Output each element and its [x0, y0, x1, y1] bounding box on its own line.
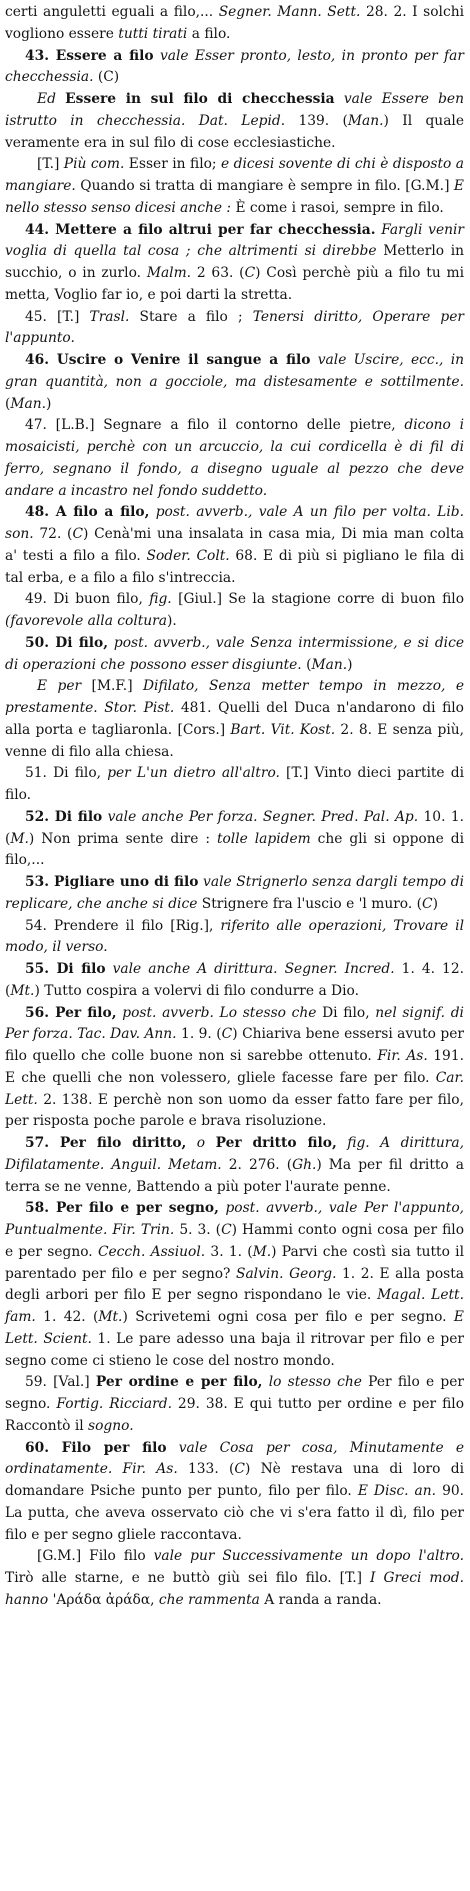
text-run: ) Nè restava una di loro di domandare Psiche punto per punto, filo per filo.	[5, 1461, 464, 1499]
text-run: T.	[62, 308, 74, 325]
text-run: (favorevole alla coltura	[5, 613, 167, 629]
text-run: 46. Uscire o Venire il sangue a filo	[25, 352, 311, 368]
text-run: )	[347, 656, 353, 673]
text-run: fig. A dirittura, Difilatamente. Anguil. Metam.	[5, 1135, 464, 1173]
text-run: Magal. Lett. fam.	[5, 1287, 464, 1325]
text-run: C	[72, 526, 83, 542]
text-run: (	[301, 656, 312, 673]
text-run: 1. 9. (	[176, 1026, 222, 1043]
text-run: E Disc. an.	[357, 1483, 437, 1499]
text-run: )	[46, 395, 52, 412]
text-run: Esser in filo;	[124, 156, 222, 173]
text-run: 1. Le pare adesso una baja il ritrovar per filo e per segno come ci stieno le cose del nostro mondo.	[5, 1330, 464, 1369]
text-run: 133. (	[177, 1461, 235, 1478]
text-run: 90. La putta, che aveva osservato ciò che vi s'era fatto il dì, filo per filo e per segno gliele raccontava.	[5, 1483, 465, 1543]
text-run: Mt.	[98, 1309, 123, 1325]
text-run: ) Ma per fil dritto a terra se ne venne, Battendo a più poter l'aurate penne.	[5, 1156, 464, 1195]
text-run: 2 63. (	[191, 265, 245, 281]
text-run: ]	[356, 1570, 371, 1586]
text-run: 44. Mettere a filo altrui per far checchessia.	[25, 221, 376, 238]
text-run: 48. A filo a filo,	[25, 504, 150, 521]
entry-paragraph	[5, 807, 464, 872]
text-run: (C)	[93, 69, 120, 86]
text-run: ).	[167, 613, 177, 629]
text-run: 52. Di filo	[25, 808, 103, 825]
text-run: Per ordine e per filo,	[95, 1374, 263, 1391]
entry-paragraph	[5, 154, 464, 219]
text-run: Bart. Vit. Kost.	[230, 721, 336, 738]
text-run: 68. E di più si pigliano le fila di tal erba, e a filo a filo s'intreccia.	[5, 547, 464, 586]
entry-paragraph	[5, 1438, 464, 1547]
text-run: ) Tutto cospira a volervi di filo condurre a Dio.	[34, 982, 359, 999]
entry-paragraph	[5, 1198, 464, 1372]
text-run: post. avverb., vale Per l'appunto, Puntualmente. Fir. Trin.	[5, 1200, 465, 1238]
text-run: Mt.	[10, 982, 35, 999]
text-run: Trasl.	[89, 308, 130, 325]
text-run: Gh.	[292, 1156, 317, 1173]
text-run: Stare a filo ;	[129, 308, 253, 325]
text-run: Più com.	[63, 156, 125, 173]
text-run: 60. Filo per filo	[25, 1439, 167, 1456]
entry-paragraph	[5, 916, 464, 960]
text-run: vale anche A dirittura. Segner. Incred.	[105, 961, 395, 977]
entry-paragraph	[5, 89, 464, 154]
text-run: Ed	[37, 91, 66, 107]
text-run: ) Non prima sente dire :	[28, 830, 217, 847]
text-run: C	[221, 1026, 233, 1043]
text-run: Quando si tratta di mangiare è sempre in filo. [G.M.]	[75, 178, 454, 194]
text-run: tolle lapidem	[216, 830, 311, 847]
text-run: C	[234, 1461, 245, 1478]
text-run: 50. Di filo,	[25, 634, 109, 651]
text-run: vale Cosa per cosa, Minutamente e ordinatamente. Fir. As.	[5, 1439, 464, 1478]
text-run: ) Hammi conto ogni cosa per filo e per segno.	[5, 1222, 464, 1260]
text-run: Salvin. Georg.	[236, 1265, 337, 1282]
text-run: T.	[345, 1570, 357, 1586]
text-run: 72. (	[33, 526, 73, 542]
text-run: )	[432, 895, 438, 912]
text-run: 59. [Val.]	[25, 1374, 96, 1391]
text-run: [Giul.] Se la stagione corre di buon filo	[171, 591, 464, 608]
text-run: vale Strignerlo senza dargli tempo di replicare, che anche si dice	[5, 874, 464, 912]
text-run: post. avverb. Lo stesso che	[122, 1004, 317, 1021]
entry-paragraph	[5, 415, 464, 502]
text-run: nel signif. di Per forza. Tac. Dav. Ann.	[5, 1004, 464, 1043]
text-run: vale anche Per forza. Segner. Pred. Pal. Ap.	[107, 808, 419, 825]
text-run: 10. 1. (	[5, 808, 464, 847]
text-run: 2. 138. E perchè non son uomo da esser fatto fare per filo, per risposta poche parole e brava risoluzione.	[5, 1091, 464, 1130]
text-run: Per filo e per segno.	[5, 1374, 464, 1412]
entry-paragraph	[5, 1372, 464, 1437]
text-run: ) Parvi che costì sia tutto il parentado per filo e per segno?	[5, 1243, 464, 1282]
text-run: tutti tirati	[118, 25, 188, 42]
text-run: a filo.	[187, 25, 231, 42]
text-run: post. avverb., vale Senza intermissione, e si dice di operazioni che possono esser disgiunte.	[5, 634, 464, 673]
text-run: Fir. As.	[377, 1048, 428, 1064]
entry-paragraph	[5, 589, 464, 633]
entry-paragraph	[5, 1133, 464, 1198]
entry-paragraph	[5, 1546, 464, 1611]
text-run: 56. Per filo,	[25, 1004, 117, 1021]
text-run: post. avverb., vale A un filo per volta. Lib. son.	[5, 504, 464, 542]
entry-paragraph	[5, 307, 464, 351]
entry-paragraph	[5, 633, 464, 677]
text-run: (	[5, 395, 11, 412]
entry-paragraph	[5, 502, 464, 589]
text-run: Malm.	[146, 265, 192, 281]
text-run: Tenersi diritto, Operare per l'appunto.	[5, 308, 464, 347]
text-run: Difilato, Senza metter tempo in mezzo, e prestamente. Stor. Pist.	[5, 678, 464, 716]
text-run: 1. 42. (	[35, 1309, 99, 1325]
entry-paragraph	[5, 872, 464, 916]
entry-paragraph	[5, 959, 464, 1003]
text-run: Essere in sul filo di checchessia	[65, 91, 335, 107]
text-run: [G.M.] Filo filo	[37, 1548, 154, 1565]
text-run: 53. Pigliare uno di filo	[25, 874, 199, 890]
entry-paragraph	[5, 350, 464, 415]
text-run: 57. Per filo diritto,	[25, 1135, 187, 1151]
text-run: [	[37, 156, 43, 173]
text-run: ]	[53, 156, 64, 173]
text-run: Fortig. Ricciard.	[56, 1396, 172, 1412]
text-run: 481. Quelli del Duca n'andarono di filo alla porta e tagliaronla. [Cors.]	[5, 700, 464, 738]
text-run: Cecch. Assiuol.	[97, 1243, 206, 1260]
text-run: per L'un dietro all'altro.	[107, 765, 280, 782]
text-run: Tirò alle starne, e ne buttò giù sei filo filo. [	[5, 1570, 346, 1586]
text-run: Di filo,	[316, 1004, 376, 1021]
entry-paragraph	[5, 676, 464, 763]
text-run: che rammenta	[158, 1591, 260, 1608]
text-run: [	[279, 765, 292, 782]
text-run: vale Essere ben istrutto in checchessia. Dat. Lepid.	[5, 91, 464, 129]
text-run: 58. Per filo e per segno,	[25, 1200, 219, 1217]
text-run: Metterlo in succhio, o in zurlo.	[5, 243, 464, 281]
text-run: M.	[10, 830, 29, 847]
text-run: Man.	[311, 656, 348, 673]
text-run: ) Il quale veramente era in sul filo di cose ecclesiastiche.	[5, 112, 464, 151]
text-run: E nello stesso senso dicesi anche :	[5, 178, 464, 216]
text-run: vale pur Successivamente un dopo l'altro.	[153, 1548, 464, 1565]
text-run: 55. Di filo	[25, 961, 106, 977]
text-run: Man.	[10, 395, 47, 412]
text-run: ) Così perchè più a filo tu mi metta, Voglio far io, e poi darti la stretta.	[5, 265, 465, 303]
text-run: Man.	[347, 112, 384, 129]
text-run: C	[244, 265, 256, 281]
entry-paragraph	[5, 763, 464, 807]
text-run: C	[422, 895, 433, 912]
text-run: C	[221, 1222, 232, 1238]
text-run: 51. Di filo,	[25, 765, 108, 782]
text-run: 45. [	[25, 308, 63, 325]
text-run: 191. E che quelli che non volessero, gliele facesse fare per filo.	[5, 1048, 464, 1086]
text-run: [M.F.]	[81, 678, 143, 695]
entry-paragraph	[5, 220, 464, 307]
text-run: 1. 2. E alla posta degli arbori per filo E per segno rispondano le vie.	[5, 1265, 464, 1304]
text-run: ) Cenà'mi una insalata in casa mia, Di mia man colta a' testi a filo a filo.	[5, 526, 464, 564]
text-run: 29. 38. E qui tutto per ordine e per filo Raccontò il	[5, 1396, 464, 1434]
entry-paragraph	[5, 46, 464, 90]
text-run: o	[186, 1135, 216, 1151]
text-run: dicono i mosaicisti, perchè con un arcuccio, la cui cordicella è di fil di ferro, segnano il fondo, a disegno uguale al pezzo che deve andare a incastro nel fondo suddetto.	[5, 417, 464, 499]
text-run: sogno.	[88, 1417, 134, 1434]
text-run: 43. Essere a filo	[25, 47, 154, 64]
text-run: vale Esser pronto, lesto, in pronto per far checchessia.	[5, 47, 464, 86]
text-run: Segner. Mann. Sett.	[218, 4, 361, 20]
text-run: certi anguletti eguali a filo,...	[5, 4, 219, 20]
text-run: fig.	[149, 591, 172, 608]
text-run: e dicesi sovente di chi è disposto a mangiare.	[5, 156, 464, 194]
text-run: ) Scrivetemi ogni cosa per filo e per segno.	[122, 1309, 454, 1325]
text-run: 47. [L.B.] Segnare a filo il contorno delle pietre,	[25, 417, 405, 434]
text-run: T.	[291, 765, 303, 782]
text-run: 2. 8. E senza più, venne di filo alla chiesa.	[5, 721, 465, 760]
entry-paragraph	[5, 2, 464, 46]
text-run: ] Vinto dieci partite di filo.	[5, 765, 464, 803]
text-run: A randa a randa.	[259, 1591, 382, 1608]
text-run: ) Chiariva bene essersi avuto per filo quello che colle buone non si sarebbe ottenuto.	[5, 1026, 464, 1064]
text-run: lo stesso che	[268, 1374, 362, 1391]
text-run: E Lett. Scient.	[5, 1309, 464, 1347]
text-run: ]	[74, 308, 90, 325]
text-run: I Greci mod. hanno	[5, 1570, 464, 1608]
text-run: 1. 4. 12. (	[5, 961, 464, 999]
text-run: Soder. Colt.	[146, 547, 230, 564]
text-run: M.	[252, 1243, 272, 1260]
text-run: Car. Lett.	[5, 1069, 464, 1108]
text-run: 3. 1. (	[205, 1243, 253, 1260]
entry-paragraph	[5, 1003, 464, 1134]
text-run: Fargli venir voglia di quella tal cosa ; che altrimenti si direbbe	[5, 221, 465, 260]
text-run: 49. Di buon filo,	[25, 591, 150, 608]
text-run: Strignere fra l'uscio e 'l muro. (	[197, 895, 423, 912]
text-run: vale Uscire, ecc., in gran quantità, non a gocciole, ma distesamente e sottilmente.	[5, 352, 464, 390]
text-run: T.	[42, 156, 54, 173]
text-run: riferito alle operazioni, Trovare il modo, il verso.	[5, 917, 464, 956]
text-run: Per dritto filo,	[215, 1135, 337, 1151]
text-run	[337, 1135, 347, 1151]
text-run: che gli si oppone di filo,...	[5, 830, 464, 869]
text-run: 28. 2. I solchi vogliono essere	[5, 4, 464, 42]
text-run: 139. (	[285, 112, 348, 129]
text-run: 2. 276. (	[221, 1156, 293, 1173]
text-run: È come i rasoi, sempre in filo.	[231, 199, 444, 216]
text-run: 'Αράδα ἀράδα,	[48, 1591, 159, 1608]
text-run: 5. 3. (	[174, 1222, 222, 1238]
text-run: E per	[37, 678, 82, 695]
text-run: 54. Prendere il filo [Rig.],	[25, 917, 221, 934]
